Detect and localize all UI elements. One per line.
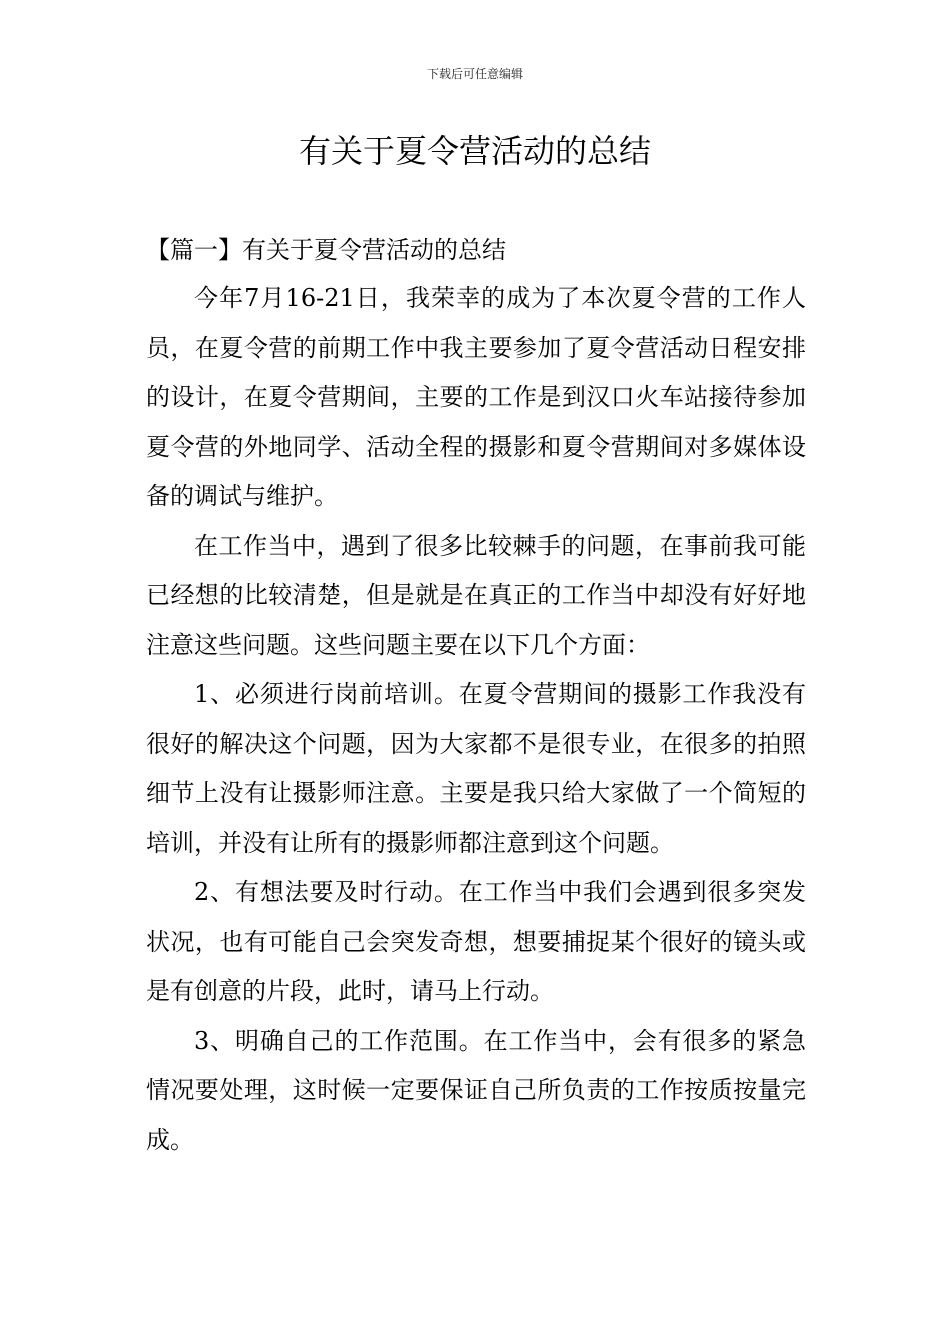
paragraph-point-2: 2、有想法要及时行动。在工作当中我们会遇到很多突发状况，也有可能自己会突发奇想，想要捕捉某个很好的镜头或是有创意的片段，此时，请马上行动。 <box>146 878 806 1005</box>
paragraph-point-1: 1、必须进行岗前培训。在夏令营期间的摄影工作我没有很好的解决这个问题，因为大家都不是很专业，在很多的拍照细节上没有让摄影师注意。主要是我只给大家做了一个简短的培训，并没有让所有的摄影师都注意到这个问题。 <box>146 680 806 857</box>
paragraph-intro: 今年7月16-21日，我荣幸的成为了本次夏令营的工作人员，在夏令营的前期工作中我主要参加了夏令营活动日程安排的设计，在夏令营期间，主要的工作是到汉口火车站接待参加夏令营的外地同学、活动全程的摄影和夏令营期间对多媒体设备的调试与维护。 <box>146 284 806 510</box>
paragraph-problems: 在工作当中，遇到了很多比较棘手的问题，在事前我可能已经想的比较清楚，但是就是在真正的工作当中却没有好好地注意这些问题。这些问题主要在以下几个方面： <box>146 531 806 659</box>
header-note: 下载后可任意编辑 <box>426 67 523 81</box>
document-title: 有关于夏令营活动的总结 <box>298 132 651 170</box>
document-body <box>146 226 806 1165</box>
section-heading: 【篇一】有关于夏令营活动的总结 <box>146 236 506 264</box>
paragraph-point-3: 3、明确自己的工作范围。在工作当中，会有很多的紧急情况要处理，这时候一定要保证自己所负责的工作按质按量完成。 <box>146 1026 806 1154</box>
